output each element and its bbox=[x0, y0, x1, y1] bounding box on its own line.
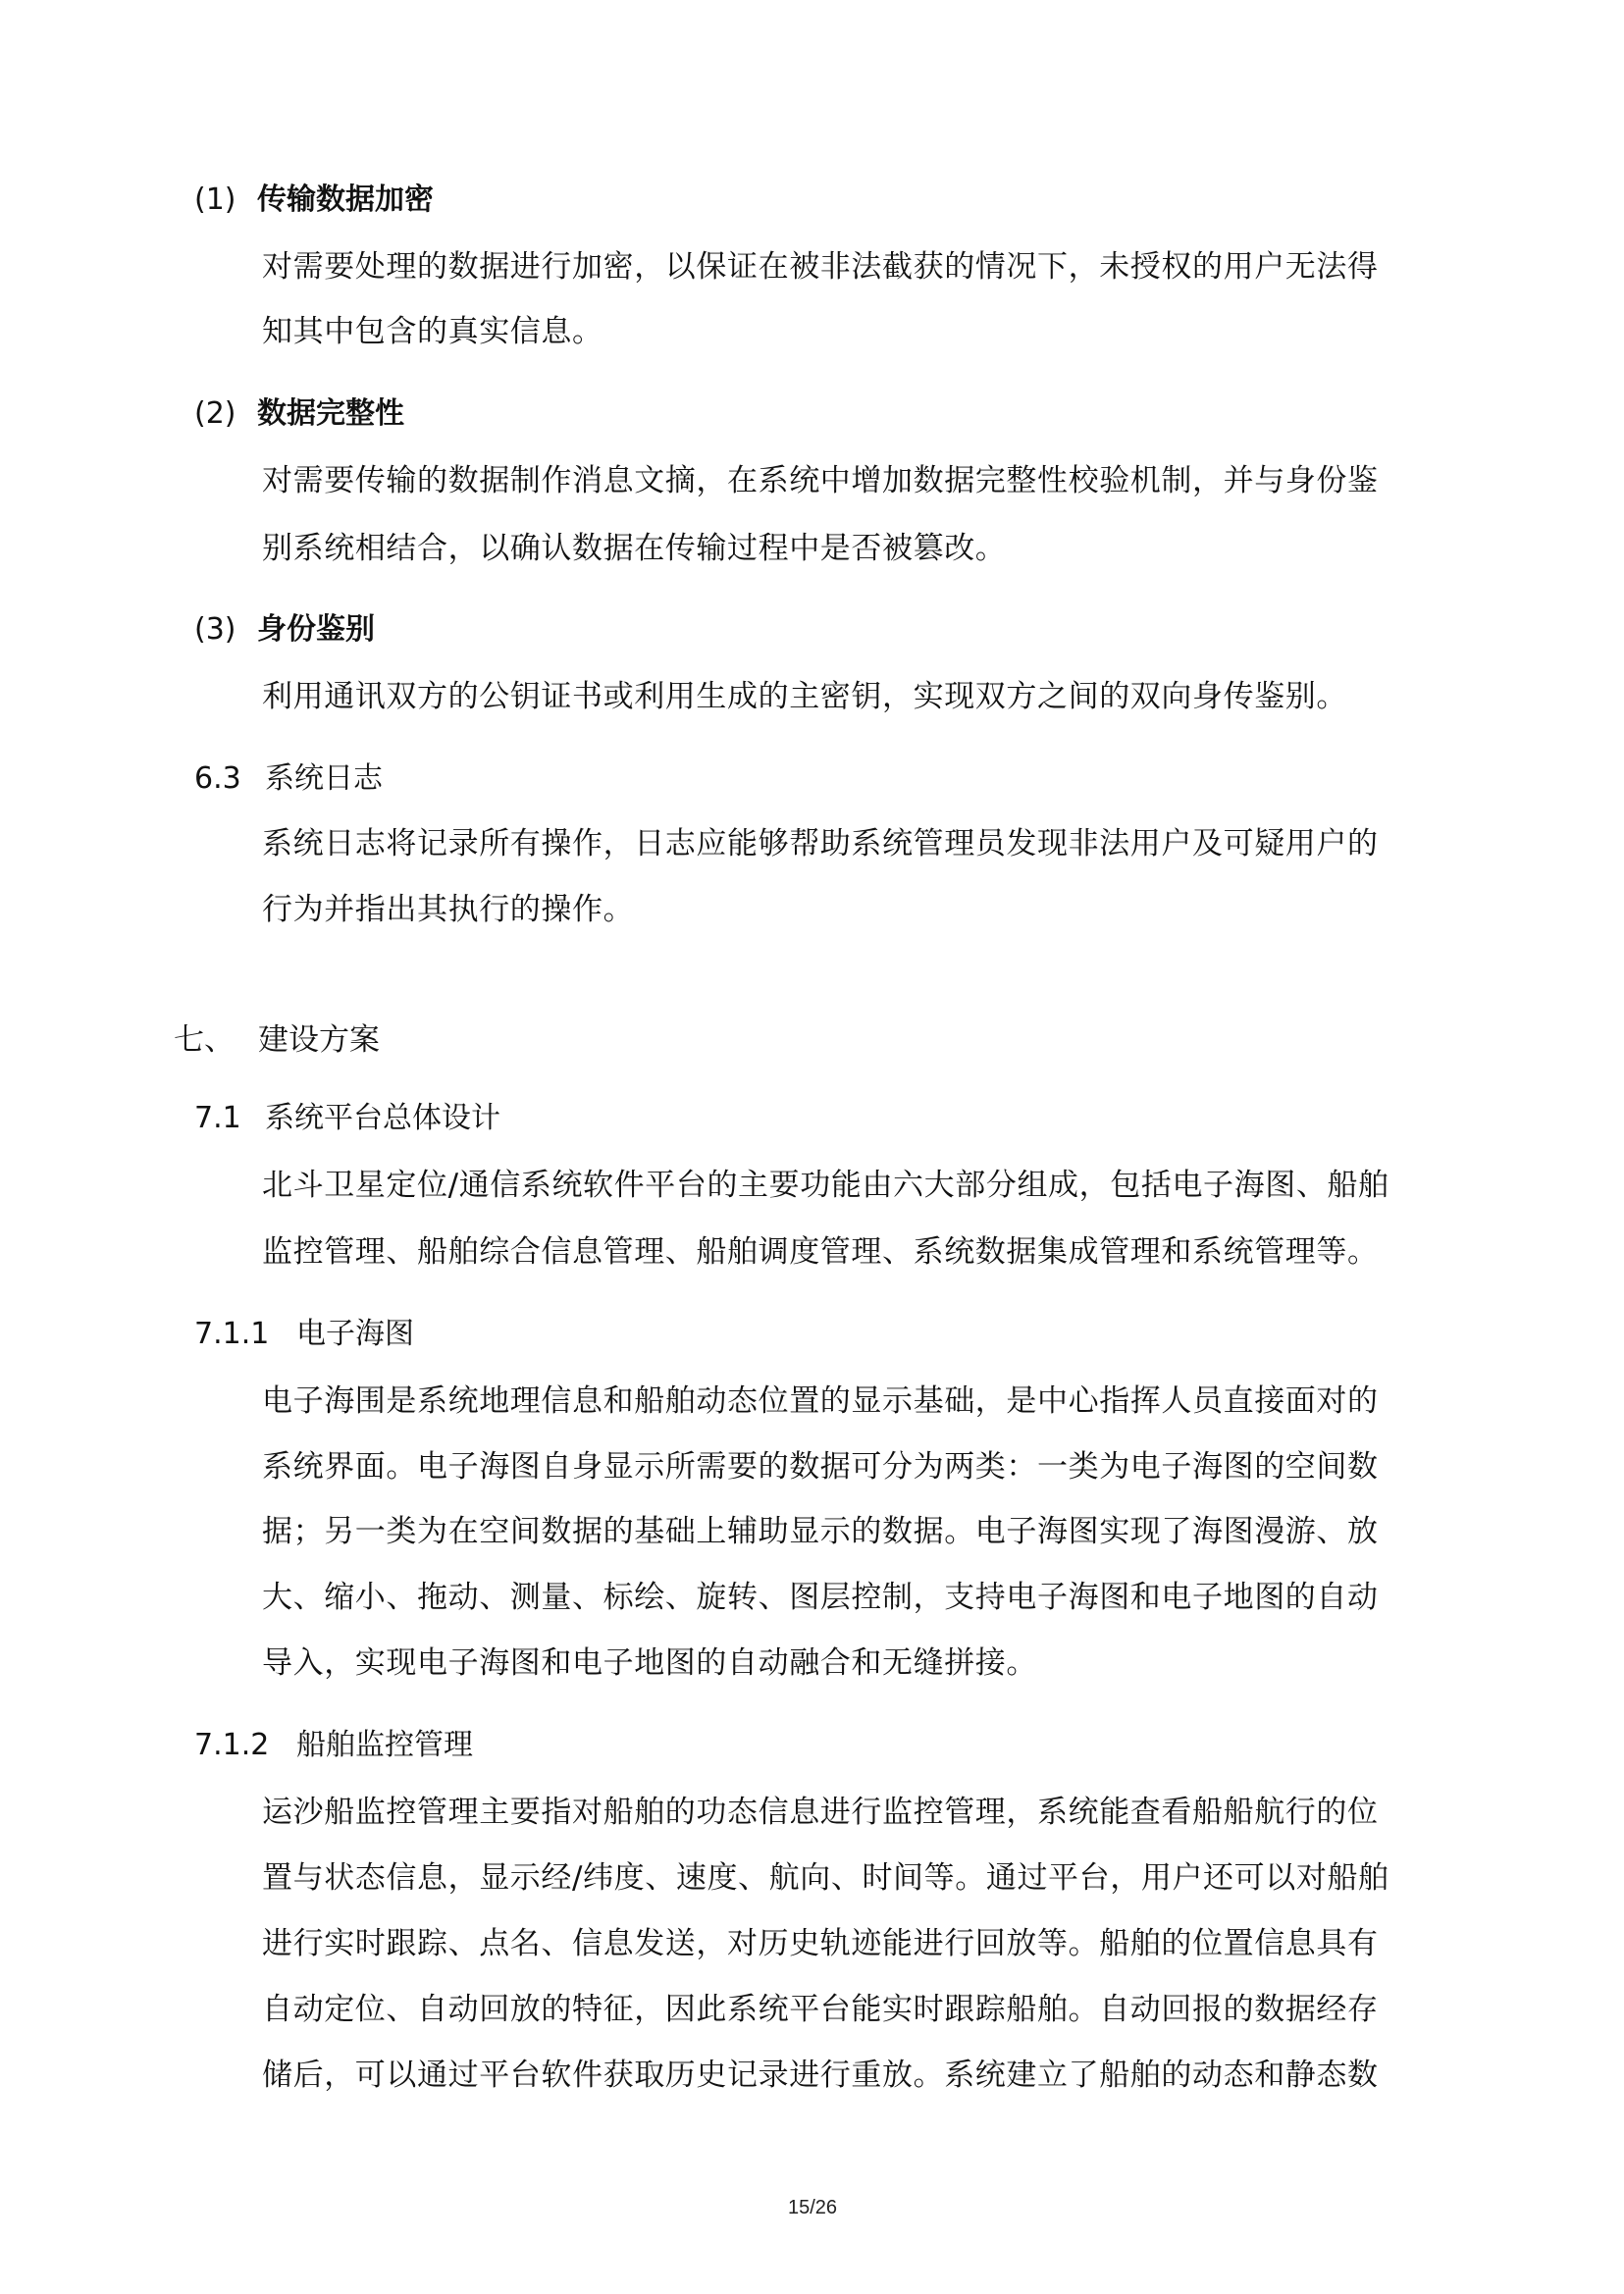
section-title: 电子海图 bbox=[296, 1317, 414, 1351]
subsection-title: 传输数据加密 bbox=[257, 182, 434, 217]
section-number: 7.1.1 bbox=[194, 1317, 270, 1351]
paragraph-line: 北斗卫星定位/通信系统软件平台的主要功能由六大部分组成，包括电子海图、船舶 bbox=[262, 1168, 1389, 1203]
chapter-title: 建设方案 bbox=[258, 1022, 380, 1058]
chapter-heading-7 bbox=[174, 1015, 380, 1059]
subsection-heading-3 bbox=[194, 604, 375, 648]
paragraph-line: 行为并指出其执行的操作。 bbox=[262, 892, 635, 927]
section-title: 系统日志 bbox=[265, 761, 383, 796]
section-heading-7-1-1 bbox=[194, 1309, 414, 1352]
chapter-number: 七、 bbox=[174, 1022, 235, 1058]
subsection-number: (2) bbox=[194, 396, 236, 431]
paragraph-line: 对需要传输的数据制作消息文摘，在系统中增加数据完整性校验机制，并与身份鉴 bbox=[262, 463, 1379, 498]
paragraph-line: 大、缩小、拖动、测量、标绘、旋转、图层控制，支持电子海图和电子地图的自动 bbox=[262, 1580, 1379, 1615]
paragraph-line: 导入，实现电子海图和电子地图的自动融合和无缝拼接。 bbox=[262, 1645, 1037, 1681]
subsection-number: (3) bbox=[194, 612, 236, 647]
paragraph-line: 置与状态信息，显示经/纬度、速度、航向、时间等。通过平台，用户还可以对船舶 bbox=[262, 1860, 1389, 1896]
section-title: 系统平台总体设计 bbox=[265, 1101, 500, 1135]
subsection-heading-2 bbox=[194, 389, 404, 432]
paragraph-line: 自动定位、自动回放的特征，因此系统平台能实时跟踪船舶。自动回报的数据经存 bbox=[262, 1992, 1379, 2027]
paragraph-line: 系统日志将记录所有操作，日志应能够帮助系统管理员发现非法用户及可疑用户的 bbox=[262, 826, 1379, 861]
subsection-number: (1) bbox=[194, 182, 236, 217]
section-number: 6.3 bbox=[194, 761, 241, 796]
paragraph-line: 对需要处理的数据进行加密，以保证在被非法截获的情况下，未授权的用户无法得 bbox=[262, 249, 1379, 285]
paragraph-line: 系统界面。电子海图自身显示所需要的数据可分为两类：一类为电子海图的空间数 bbox=[262, 1449, 1379, 1485]
subsection-heading-1 bbox=[194, 175, 434, 218]
paragraph-line: 别系统相结合，以确认数据在传输过程中是否被篡改。 bbox=[262, 531, 1007, 566]
section-number: 7.1.2 bbox=[194, 1728, 270, 1762]
page-number: 15/26 bbox=[788, 2197, 838, 2218]
section-number: 7.1 bbox=[194, 1101, 241, 1135]
paragraph-line: 监控管理、船舶综合信息管理、船舶调度管理、系统数据集成管理和系统管理等。 bbox=[262, 1234, 1379, 1270]
paragraph-line: 知其中包含的真实信息。 bbox=[262, 314, 603, 349]
paragraph-line: 运沙船监控管理主要指对船舶的功态信息进行监控管理，系统能查看船船航行的位 bbox=[262, 1795, 1379, 1830]
paragraph-line: 利用通讯双方的公钥证书或利用生成的主密钥，实现双方之间的双向身传鉴别。 bbox=[262, 679, 1347, 714]
section-heading-6-3 bbox=[194, 754, 383, 797]
paragraph-line: 进行实时跟踪、点名、信息发送，对历史轨迹能进行回放等。船舶的位置信息具有 bbox=[262, 1926, 1379, 1961]
paragraph-line: 电子海围是系统地理信息和船舶动态位置的显示基础，是中心指挥人员直接面对的 bbox=[262, 1383, 1379, 1419]
paragraph-line: 据；另一类为在空间数据的基础上辅助显示的数据。电子海图实现了海图漫游、放 bbox=[262, 1514, 1379, 1549]
paragraph-line: 储后，可以通过平台软件获取历史记录进行重放。系统建立了船舶的动态和静态数 bbox=[262, 2058, 1379, 2093]
subsection-title: 身份鉴别 bbox=[257, 612, 375, 647]
section-heading-7-1-2 bbox=[194, 1720, 473, 1763]
section-title: 船舶监控管理 bbox=[296, 1728, 473, 1762]
section-heading-7-1 bbox=[194, 1093, 500, 1136]
subsection-title: 数据完整性 bbox=[257, 396, 404, 431]
